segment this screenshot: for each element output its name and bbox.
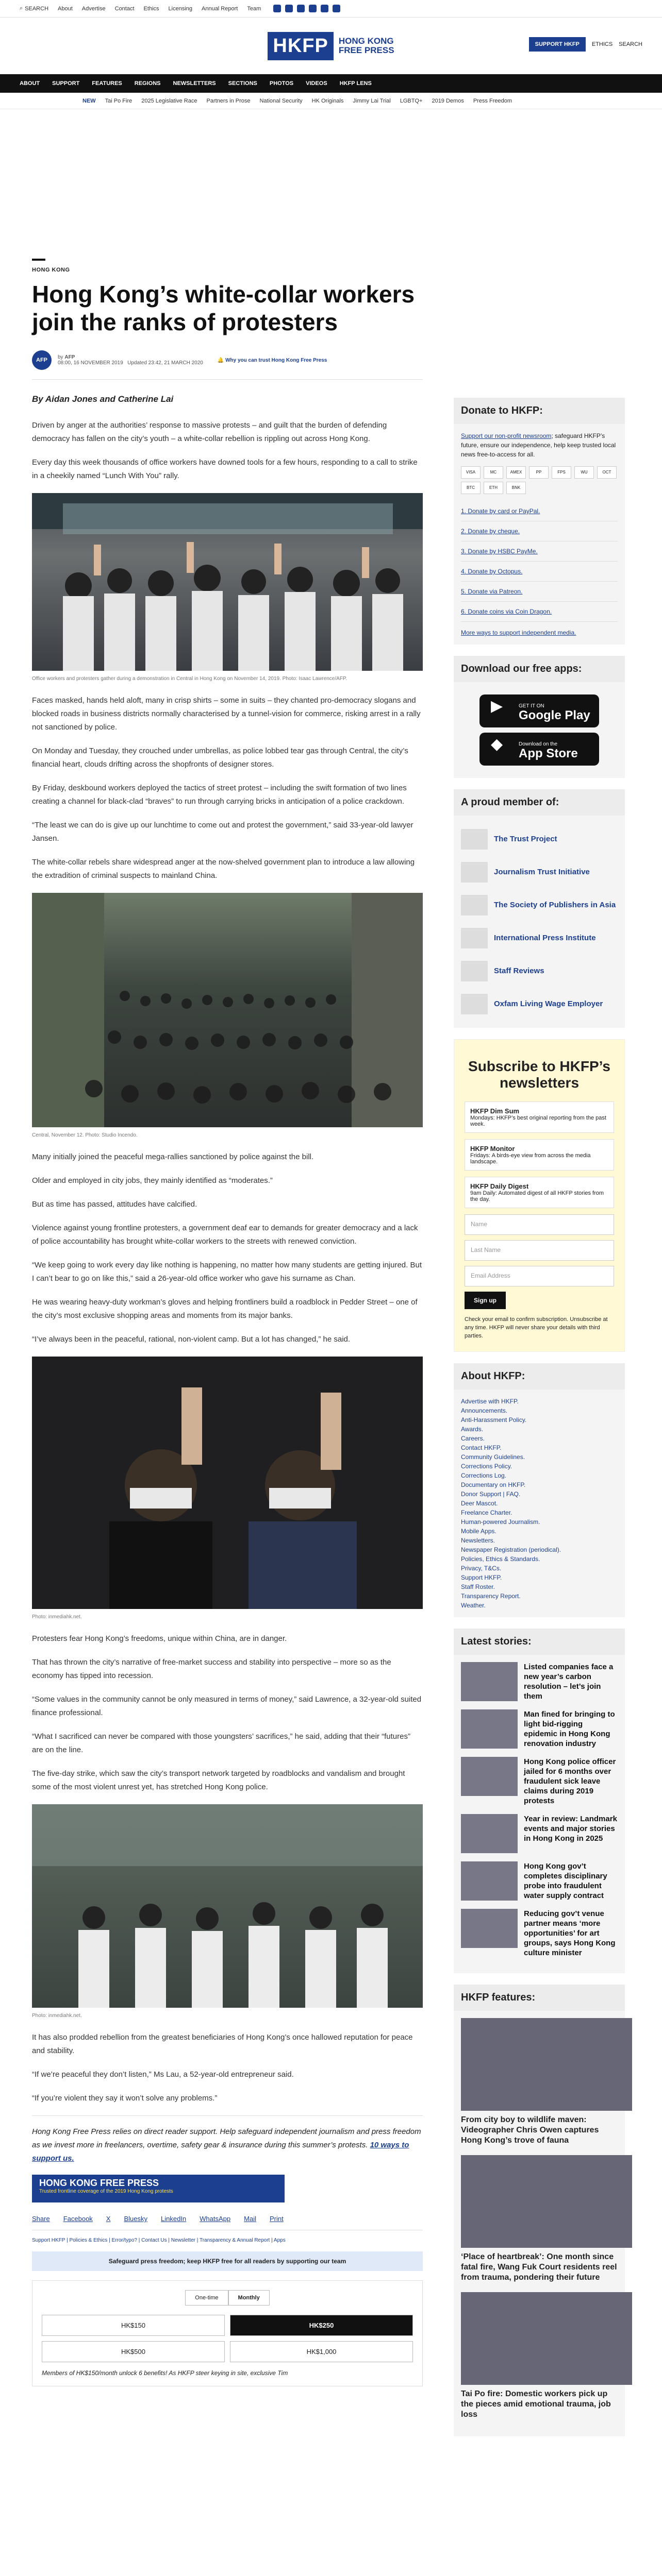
trending-link[interactable]: Tai Po Fire (105, 97, 133, 104)
protest-crowd-image (32, 493, 423, 671)
nav-regions[interactable]: REGIONS (134, 80, 161, 87)
ethics-link[interactable]: Ethics (143, 5, 159, 12)
newsletter-note: Check your email to confirm subscription. Unsubscribe at any time. HKFP will never share your details with third parties. (465, 1316, 608, 1339)
about-link[interactable]: Corrections Policy. (461, 1463, 512, 1470)
social-icons (273, 5, 340, 12)
apps-card (454, 656, 625, 778)
banner-sub: Trusted frontline coverage of the 2019 Hong Kong protests (39, 2189, 173, 2194)
latest-story[interactable]: Hong Kong police officer jailed for 6 months over fraudulent sick leave claims during 2019 protests (461, 1757, 618, 1806)
latest-story[interactable]: Man fined for bringing to light bid-rigging epidemic in Hong Kong renovation industry (461, 1709, 618, 1749)
fps-icon: FPS (552, 466, 571, 479)
byline-name[interactable]: AFP (64, 354, 75, 360)
trending-link[interactable]: HK Originals (311, 97, 344, 104)
newsletter-title: Subscribe to HKFP’s newsletters (468, 1058, 610, 1091)
nav-about[interactable]: ABOUT (20, 80, 40, 87)
trending-link[interactable]: Jimmy Lai Trial (353, 97, 391, 104)
street-crowd-image (32, 893, 423, 1127)
paragraph: Many initially joined the peaceful mega-rallies sanctioned by police against the bill. (32, 1153, 314, 1161)
trust-link[interactable]: 🔔 Why you can trust Hong Kong Free Press (217, 357, 327, 363)
nav-features[interactable]: FEATURES (92, 80, 122, 87)
support-button[interactable]: SUPPORT HKFP (529, 37, 586, 52)
logo-line1: HONG KONG (338, 36, 394, 46)
app-store-small: Download on the (519, 741, 558, 747)
about-link[interactable]: Corrections Log. (461, 1472, 507, 1479)
paragraph: “Some values in the community cannot be only measured in terms of money,” said Lawrence, a 32-year-old suited finance professional. (32, 1695, 422, 1717)
section-rule (32, 259, 45, 261)
paragraph: On Monday and Tuesday, they crouched under umbrellas, as police lobbed tear gas through Central, the city’s financial heart, clouds drifting across the shopfronts of designer stores. (32, 747, 408, 769)
about-link[interactable]: Awards. (461, 1426, 484, 1433)
annual-report-link[interactable]: Annual Report (202, 5, 238, 12)
story-thumbnail (461, 1861, 518, 1901)
share-x[interactable]: X (106, 2215, 111, 2223)
payme-icon: WU (574, 466, 594, 479)
about-link[interactable]: Community Guidelines. (461, 1453, 525, 1461)
more-ways-link[interactable]: More ways to support independent media. (461, 629, 576, 636)
support-note (32, 2115, 423, 2165)
donate-option[interactable]: 1. Donate by card or PayPal. (461, 501, 618, 521)
share-bluesky[interactable]: Bluesky (124, 2215, 147, 2223)
member-org[interactable]: International Press Institute (461, 922, 618, 955)
member-org[interactable]: Staff Reviews (461, 955, 618, 988)
contact-link[interactable]: Contact (114, 5, 135, 12)
email-field[interactable]: Email Address (465, 1266, 614, 1286)
monthly-toggle[interactable]: Monthly (228, 2290, 270, 2306)
feature-story[interactable]: ‘Place of heartbreak’: One month since fatal fire, Wang Fuk Court residents reel from trauma, pondering their future (461, 2155, 618, 2283)
app-store-button[interactable] (479, 733, 599, 766)
utility-bar (0, 0, 662, 18)
about-link[interactable]: Careers. (461, 1435, 485, 1442)
newsletter-signup (454, 1039, 625, 1352)
signup-button[interactable]: Sign up (465, 1292, 506, 1309)
about-title: About HKFP: (454, 1363, 625, 1389)
about-link[interactable]: Mobile Apps. (461, 1528, 496, 1535)
facebook-icon[interactable] (273, 5, 281, 12)
paragraph: That has thrown the city’s narrative of free-market success and stability into perspective – more so as the economy has tipped into recession. (32, 1658, 391, 1680)
google-play-icon: ▶ (491, 698, 503, 715)
paragraph: “If we’re peaceful they don’t listen,” Ms Lau, a 52-year-old entrepreneur said. (32, 2070, 294, 2079)
google-play-big: Google Play (519, 708, 590, 722)
frequency-toggle (42, 2290, 413, 2306)
about-link[interactable]: About (58, 5, 73, 12)
feature-story[interactable]: From city boy to wildlife maven: Videographer Chris Owen captures Hong Kong’s trove of fauna (461, 2018, 618, 2146)
about-link[interactable]: Staff Roster. (461, 1583, 495, 1590)
nav-photos[interactable]: PHOTOS (269, 80, 294, 87)
jti-logo (461, 862, 488, 883)
lang-link[interactable]: ETHICS (591, 41, 613, 47)
photo-caption: Photo: inmediahk.net. (32, 2013, 82, 2019)
story-thumbnail (461, 1709, 518, 1749)
publish-date: 08:00, 16 NOVEMBER 2019 (58, 360, 123, 366)
office-workers-image (32, 1804, 423, 2008)
article-photo[interactable] (32, 893, 423, 1127)
paragraph: He was wearing heavy-duty workman’s gloves and helping frontliners build a roadblock in Pedder Street – one of the city’s most exclusive shopping areas and moments from its major banks. (32, 1298, 418, 1320)
google-play-button[interactable] (479, 694, 599, 727)
member-org[interactable]: The Trust Project (461, 823, 618, 856)
logo-line2: FREE PRESS (338, 45, 394, 55)
features-title: HKFP features: (454, 1985, 625, 2011)
name-field[interactable]: Name (465, 1214, 614, 1235)
trending-link[interactable]: LGBTQ+ (400, 97, 423, 104)
feature-thumbnail (461, 2155, 632, 2248)
ipi-logo (461, 928, 488, 948)
masked-men-image (32, 1357, 423, 1609)
share-label: Share (32, 2215, 50, 2223)
nav-support[interactable]: SUPPORT (52, 80, 80, 87)
footer-links[interactable]: Support HKFP | Policies & Ethics | Error/typo? | Contact Us | Newsletter | Transparency & Annual Report | Apps (32, 2238, 286, 2243)
search-link[interactable]: ⌕ SEARCH (20, 5, 49, 12)
about-link[interactable]: Documentary on HKFP. (461, 1481, 526, 1488)
apps-title: Download our free apps: (454, 656, 625, 682)
x-icon[interactable] (285, 5, 293, 12)
members-note: Members of HK$150/month unlock 6 benefits! As HKFP steer keying in site, exclusive Tim (42, 2369, 288, 2377)
amount-option[interactable]: HK$500 (42, 2341, 225, 2362)
paragraph: Every day this week thousands of office workers have downed tools for a few hours, responding to a call to strike in a cheekily named “Lunch With You” rally. (32, 458, 418, 480)
author-avatar[interactable]: AFP (32, 350, 52, 370)
latest-story[interactable]: Hong Kong gov’t completes disciplinary probe into fraudulent water supply contract (461, 1861, 618, 1901)
donate-title: Donate to HKFP: (454, 398, 625, 424)
latest-story[interactable]: Listed companies face a new year’s carbon resolution – let’s join them (461, 1662, 618, 1701)
photo-caption: Central, November 12. Photo: Studio Incendo. (32, 1132, 138, 1138)
article-authors: By Aidan Jones and Catherine Lai (32, 394, 174, 404)
main-nav (0, 74, 662, 93)
newsletter-option[interactable]: HKFP Monitor Fridays: A birds-eye view from across the media landscape. (465, 1139, 614, 1171)
apple-icon: ◆ (491, 736, 503, 753)
amex-icon: AMEX (506, 466, 526, 479)
staff-reviews-logo (461, 961, 488, 981)
share-whatsapp[interactable]: WhatsApp (200, 2215, 231, 2223)
licensing-link[interactable]: Licensing (168, 5, 192, 12)
donate-option[interactable]: 5. Donate via Patreon. (461, 582, 618, 602)
email-icon[interactable] (333, 5, 340, 12)
about-link[interactable]: Contact HKFP. (461, 1444, 502, 1451)
paragraph: By Friday, deskbound workers deployed the tactics of street protest – including the swift formation of two lines creating a channel for black-clad “braves” to run through carrying bricks in anticipation of a police crackdown. (32, 784, 407, 806)
logo-mark: HKFP (268, 32, 333, 60)
last-name-field[interactable]: Last Name (465, 1240, 614, 1261)
member-org[interactable]: Journalism Trust Initiative (461, 856, 618, 889)
donate-card (454, 398, 625, 645)
donate-option[interactable]: 2. Donate by cheque. (461, 521, 618, 541)
about-link[interactable]: Donor Support | FAQ. (461, 1490, 521, 1498)
paragraph: Violence against young frontline protesters, a government deaf ear to demands for greater democracy and a lack of police accountability has brought white-collar workers to the streets with renewed conviction. (32, 1224, 418, 1246)
share-print[interactable]: Print (269, 2215, 284, 2223)
team-link[interactable]: Team (247, 5, 261, 12)
donate-link[interactable]: Support our non-profit newsroom (461, 432, 552, 439)
photo-caption: Office workers and protesters gather during a demonstration in Central in Hong Kong on November 14, 2019. Photo: Isaac Lawrence/AFP. (32, 676, 347, 682)
about-link[interactable]: Freelance Charter. (461, 1509, 512, 1516)
sidebar (454, 398, 625, 2448)
byline (32, 350, 423, 380)
app-store-big: App Store (519, 747, 578, 760)
one-time-toggle[interactable]: One-time (185, 2290, 228, 2306)
trending-bar (0, 93, 662, 109)
trending-link[interactable]: 2025 Legislative Race (141, 97, 197, 104)
donate-option[interactable]: 6. Donate coins via Coin Dragon. (461, 602, 618, 622)
octopus-icon: OCT (597, 466, 617, 479)
new-badge: NEW (82, 97, 96, 104)
trending-link[interactable]: Partners in Prose (206, 97, 251, 104)
newsletter-option[interactable]: HKFP Daily Digest 9am Daily: Automated digest of all HKFP stories from the day. (465, 1177, 614, 1208)
paragraph: Faces masked, hands held aloft, many in crisp shirts – some in suits – they chanted pro-democracy slogans and blocked roads in business districts normally characterised by a tunnel-vision for commerce, risking arrest in a rally not sanctioned by police. (32, 696, 421, 732)
about-link[interactable]: Support HKFP. (461, 1574, 502, 1581)
about-link[interactable]: Policies, Ethics & Standards. (461, 1555, 540, 1563)
trending-link[interactable]: National Security (259, 97, 303, 104)
article-photo[interactable] (32, 1804, 423, 2008)
support-note-text: Hong Kong Free Press relies on direct reader support. Help safeguard independent journalism and press freedom as we invest more in freelancers, overtime, safety gear & insurance during this summer’s protests. (32, 2127, 421, 2149)
paragraph: The five-day strike, which saw the city’s transport network targeted by roadblocks and vandalism and brought some of the most violent unrest yet, has stretched Hong Kong police. (32, 1769, 405, 1791)
latest-story[interactable]: Year in review: Landmark events and major stories in Hong Kong in 2025 (461, 1814, 618, 1853)
feature-story[interactable]: Tai Po fire: Domestic workers pick up the pieces amid emotional trauma, job loss (461, 2292, 618, 2420)
youtube-icon[interactable] (309, 5, 317, 12)
support-link[interactable]: 10 ways to support us. (32, 2141, 409, 2163)
about-link[interactable]: Transparency Report. (461, 1592, 521, 1600)
search-icon: ⌕ (20, 5, 23, 11)
article-title: Hong Kong’s white-collar workers join the ranks of protesters (32, 281, 415, 335)
photo-caption: Photo: inmediahk.net. (32, 1614, 82, 1620)
about-link[interactable]: Anti-Harassment Policy. (461, 1416, 527, 1423)
sopa-logo (461, 895, 488, 916)
paragraph: Older and employed in city jobs, they mainly identified as “moderates.” (32, 1176, 273, 1185)
feature-thumbnail (461, 2292, 632, 2385)
paragraph: The white-collar rebels share widespread anger at the now-shelved government plan to introduce a law allowing the extradition of criminal suspects to mainland China. (32, 858, 415, 880)
about-card (454, 1363, 625, 1617)
paragraph: “The least we can do is give up our lunchtime to come out and protest the government,” said 33-year-old lawyer Jansen. (32, 821, 413, 843)
article-photo[interactable] (32, 1357, 423, 1609)
donate-option[interactable]: 3. Donate by HSBC PayMe. (461, 541, 618, 562)
ethereum-icon: ETH (484, 482, 503, 494)
banner-title: HONG KONG FREE PRESS (39, 2178, 159, 2188)
story-thumbnail (461, 1909, 518, 1948)
visa-icon: VISA (461, 466, 481, 479)
latest-title: Latest stories: (454, 1629, 625, 1655)
updated-date: Updated 23:42, 21 MARCH 2020 (127, 360, 203, 366)
member-card (454, 789, 625, 1028)
bank-icon: BNK (506, 482, 526, 494)
header-search[interactable]: SEARCH (619, 41, 642, 47)
nav-lens[interactable]: HKFP LENS (339, 80, 372, 87)
mastercard-icon: MC (484, 466, 503, 479)
share-linkedin[interactable]: LinkedIn (161, 2215, 187, 2223)
amount-option-selected[interactable]: HK$250 (230, 2315, 413, 2336)
story-thumbnail (461, 1662, 518, 1701)
about-link[interactable]: Weather. (461, 1602, 486, 1609)
newsletter-option[interactable]: HKFP Dim Sum Mondays: HKFP’s best original reporting from the past week. (465, 1101, 614, 1133)
bitcoin-icon: BTC (461, 482, 481, 494)
latest-card (454, 1629, 625, 1973)
trending-link[interactable]: Press Freedom (473, 97, 512, 104)
paragraph: Driven by anger at the authorities’ response to massive protests – and guilt that the burden of defending democracy has fallen on the city’s youth – a white-collar rebellion is rippling out across Hong Kong. (32, 421, 387, 443)
donate-bar[interactable]: Safeguard press freedom; keep HKFP free for all readers by supporting our team (32, 2251, 423, 2271)
google-play-small: GET IT ON (519, 703, 544, 709)
instagram-icon[interactable] (297, 5, 305, 12)
story-thumbnail (461, 1757, 518, 1796)
bell-icon: 🔔 (217, 357, 226, 363)
about-link[interactable]: Announcements. (461, 1407, 508, 1414)
amount-option[interactable]: HK$1,000 (230, 2341, 413, 2362)
share-facebook[interactable]: Facebook (63, 2215, 93, 2223)
trending-link[interactable]: 2019 Demos (432, 97, 464, 104)
donate-widget (32, 2280, 423, 2386)
about-link[interactable]: Advertise with HKFP. (461, 1398, 519, 1405)
paragraph: “We keep going to work every day like nothing is happening, no matter how many students are getting injured. But I can’t bear to go on like this,” said a 26-year-old office worker who gave his surname as Chan. (32, 1261, 422, 1283)
donate-text: ; safeguard HKFP’s future, ensure our independence, help keep trusted local news free-to-access for all. (461, 432, 616, 458)
trust-project-logo (461, 829, 488, 850)
paragraph: “I’ve always been in the peaceful, rational, non-violent camp. But a lot has changed,” he said. (32, 1335, 351, 1344)
share-bar (32, 2215, 423, 2230)
site-header (0, 18, 662, 74)
site-logo[interactable] (268, 32, 394, 60)
amount-option[interactable]: HK$150 (42, 2315, 225, 2336)
hkfp-banner[interactable] (32, 2175, 285, 2202)
paypal-icon: PP (529, 466, 549, 479)
about-link[interactable]: Newsletters. (461, 1537, 495, 1544)
feature-thumbnail (461, 2018, 632, 2111)
latest-story[interactable]: Reducing gov’t venue partner means ‘more opportunities’ for art groups, says Hong Kong culture minister (461, 1909, 618, 1958)
about-links (454, 1389, 625, 1617)
article-kicker[interactable]: HONG KONG (32, 267, 70, 273)
advertise-link[interactable]: Advertise (81, 5, 106, 12)
oxfam-logo (461, 994, 488, 1014)
amount-options (42, 2315, 413, 2362)
about-link[interactable]: Human-powered Journalism. (461, 1518, 540, 1526)
nav-newsletters[interactable]: NEWSLETTERS (173, 80, 216, 87)
article-photo[interactable] (32, 493, 423, 671)
linkedin-icon[interactable] (321, 5, 328, 12)
features-card (454, 1985, 625, 2436)
about-link[interactable]: Deer Mascot. (461, 1500, 498, 1507)
member-org[interactable]: The Society of Publishers in Asia (461, 889, 618, 922)
article (32, 259, 423, 2386)
member-title: A proud member of: (454, 789, 625, 816)
paragraph: It has also prodded rebellion from the greatest beneficiaries of Hong Kong’s once hallowed reputation for peace and stability. (32, 2033, 413, 2055)
story-thumbnail (461, 1814, 518, 1853)
nav-sections[interactable]: SECTIONS (228, 80, 257, 87)
nav-videos[interactable]: VIDEOS (306, 80, 327, 87)
member-org[interactable]: Oxfam Living Wage Employer (461, 988, 618, 1021)
paragraph: “What I sacrificed can never be compared with those youngsters’ sacrifices,” he said, adding that their “futures” are on the line. (32, 1732, 410, 1754)
about-link[interactable]: Newspaper Registration (periodical). (461, 1546, 561, 1553)
about-link[interactable]: Privacy, T&Cs. (461, 1565, 502, 1572)
donate-option[interactable]: 4. Donate by Octopus. (461, 562, 618, 582)
payment-icons (461, 466, 618, 494)
paragraph: But as time has passed, attitudes have calcified. (32, 1200, 197, 1209)
byline-by: by (58, 354, 63, 360)
paragraph: “If you’re violent they say it won’t solve any problems.” (32, 2094, 218, 2103)
share-mail[interactable]: Mail (244, 2215, 256, 2223)
paragraph: Protesters fear Hong Kong’s freedoms, unique within China, are in danger. (32, 1634, 287, 1643)
